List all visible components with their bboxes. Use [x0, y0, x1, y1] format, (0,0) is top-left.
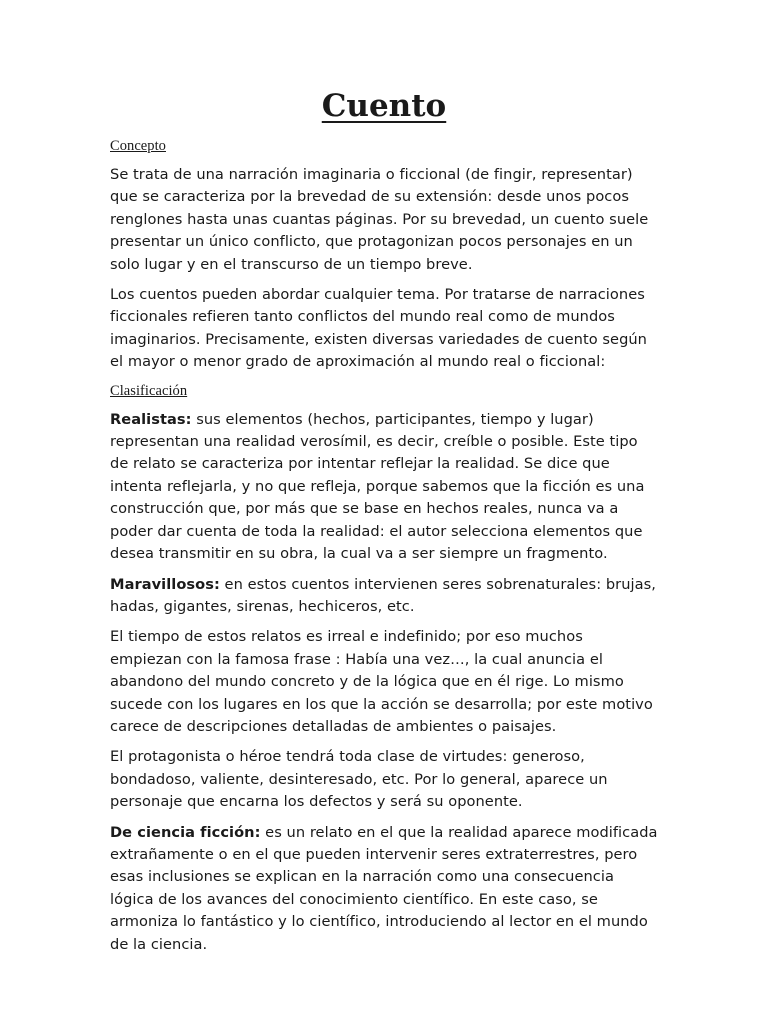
title-text: Cuento — [321, 88, 447, 124]
paragraph: Se trata de una narración imaginaria o ficcional (de fingir, representar) que se caracteriza por la brevedad de su extensión: desde unos pocos renglones hasta unas cuantas páginas. Por su brevedad, un cuento suele presentar un único conflicto, que protagonizan pocos personajes en un solo lugar y en el transcurso de un tiempo breve. — [110, 166, 649, 273]
document-title — [0, 86, 768, 126]
section-heading-concepto: Concepto — [110, 138, 166, 154]
classification-item-ciencia-ficcion — [110, 822, 658, 956]
term-label: Maravillosos: — [110, 575, 220, 593]
paragraph: El tiempo de estos relatos es irreal e indefinido; por eso muchos empiezan con la famosa frase : Había una vez…, la cual anuncia el abandono del mundo concreto y de la lógica que en él rige. Lo mismo sucede con los lugares en los que la acción se desarrolla; por este motivo carece de descripciones detalladas de ambientes o paisajes. — [110, 628, 653, 735]
term-label: Realistas: — [110, 410, 192, 428]
paragraph: El protagonista o héroe tendrá toda clase de virtudes: generoso, bondadoso, valiente, desinteresado, etc. Por lo general, aparece un personaje que encarna los defectos y será su oponente. — [110, 748, 608, 811]
term-description: en estos cuentos intervienen seres sobrenaturales: brujas, hadas, gigantes, sirenas, hechiceros, etc. — [110, 575, 656, 615]
classification-item-maravillosos — [110, 574, 658, 619]
term-description: es un relato en el que la realidad aparece modificada extrañamente o en el que pueden intervenir seres extraterrestres, pero esas inclusiones se explican en la narración como una consecuencia lógica de los avances del conocimiento científico. En este caso, se armoniza lo fantástico y lo científico, introduciendo al lector en el mundo de la ciencia. — [110, 823, 658, 953]
classification-item-realistas — [110, 409, 658, 566]
section-heading-clasificacion: Clasificación — [110, 382, 188, 399]
paragraph: Los cuentos pueden abordar cualquier tema. Por tratarse de narraciones ficcionales refieren tanto conflictos del mundo real como de mundos imaginarios. Precisamente, existen diversas variedades de cuento según el mayor o menor grado de aproximación al mundo real o ficcional: — [110, 286, 647, 371]
term-label: De ciencia ficción: — [110, 823, 261, 841]
term-description: sus elementos (hechos, participantes, tiempo y lugar) representan una realidad verosímil, es decir, creíble o posible. Este tipo de relato se caracteriza por intentar reflejar la realidad. Se dice que intenta reflejarla, y no que refleja, porque sabemos que la ficción es una construcción que, por más que se base en hechos reales, nunca va a poder dar cuenta de toda la realidad: el autor selecciona elementos que desea transmitir en su obra, la cual va a ser siempre un fragmento. — [110, 410, 645, 563]
document-body — [110, 137, 658, 964]
